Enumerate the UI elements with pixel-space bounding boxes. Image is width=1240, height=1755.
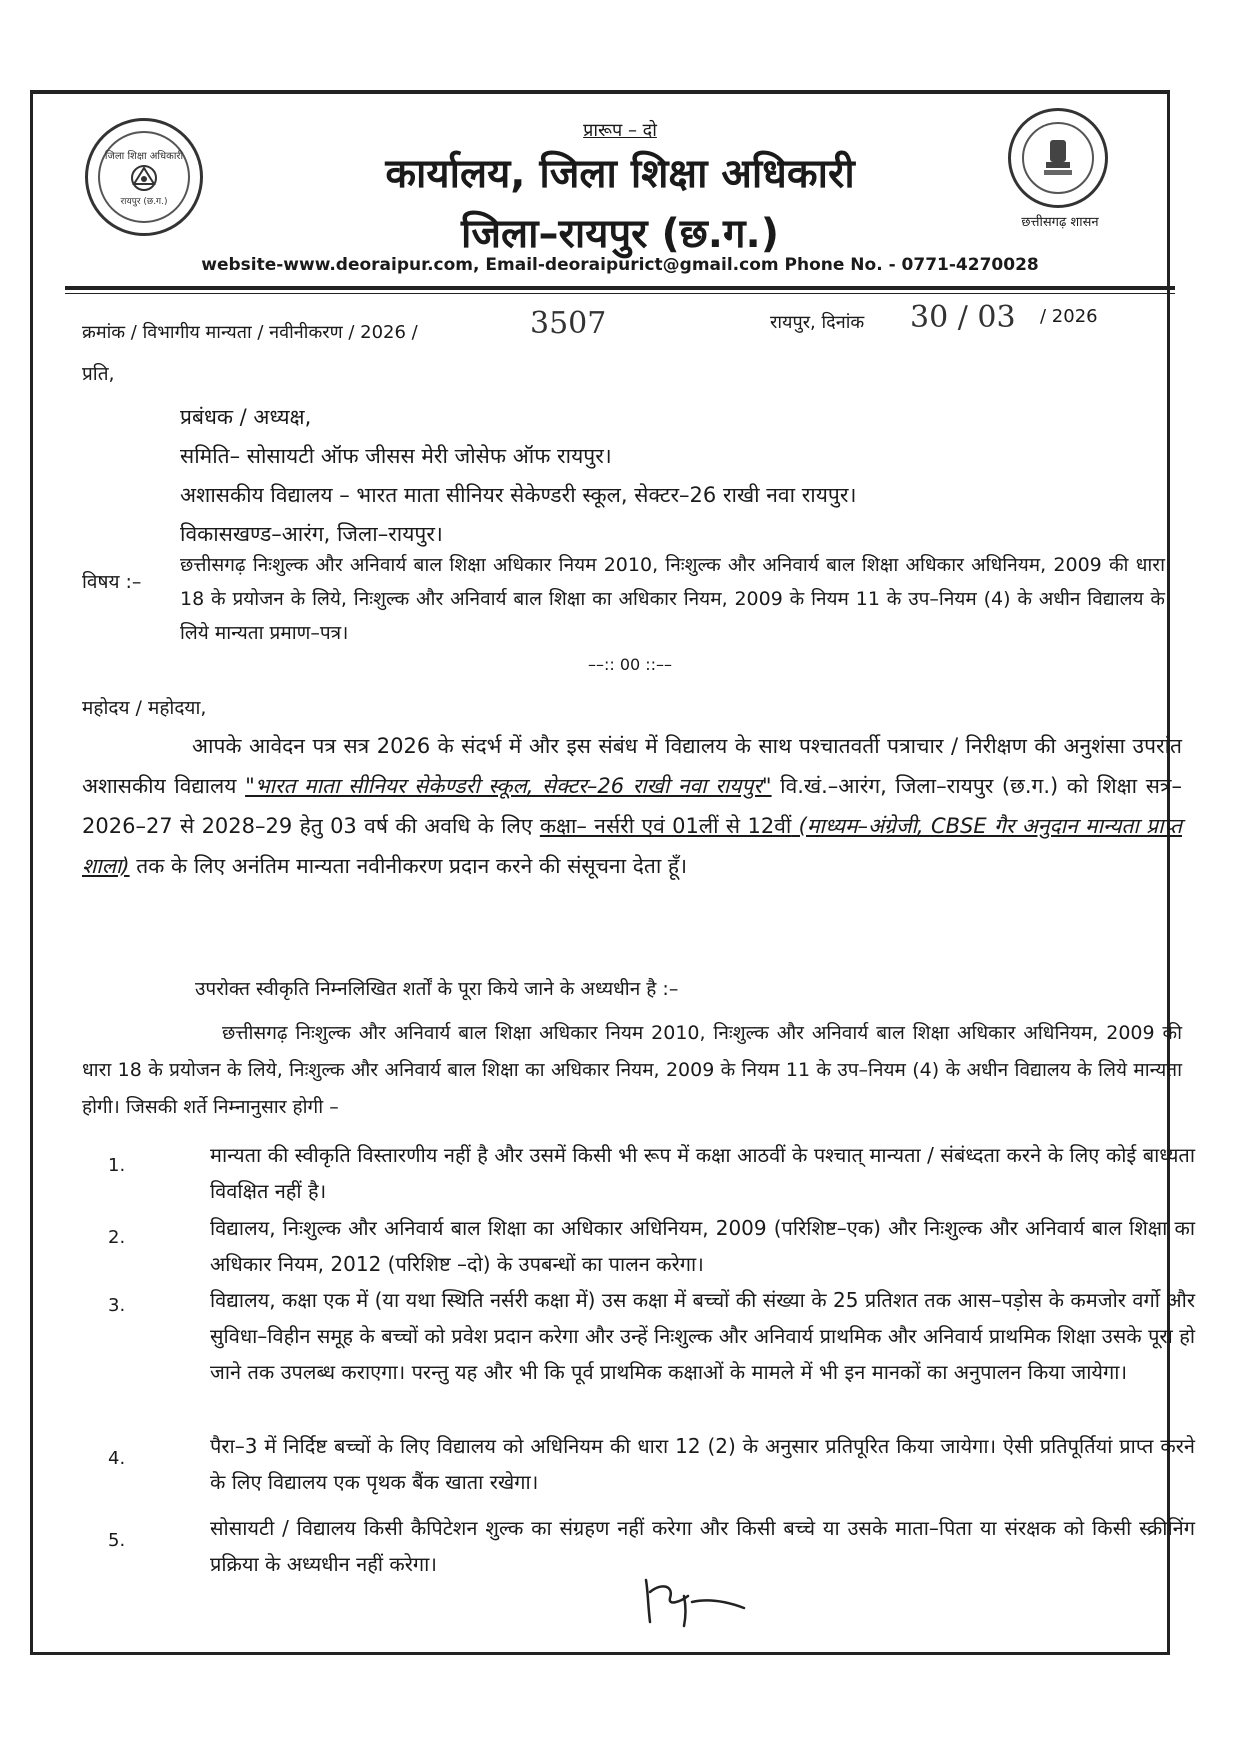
header-divider xyxy=(65,286,1175,290)
right-seal-caption: छत्तीसगढ़ शासन xyxy=(1021,215,1099,230)
prati-label: प्रति, xyxy=(82,363,115,385)
recipient-line-4: विकासखण्ड–आरंग, जिला–रायपुर। xyxy=(180,522,443,546)
para1-part-a: आपके आवेदन पत्र सत्र 2026 के संदर्भ में और इस संबंध में विद्यालय के साथ पश्चातवर्ती पत्राचार / निरीक्षण की अनुशंसा उपरांत अशासकीय विद्यालय xyxy=(82,734,1182,798)
condition-text-5: सोसायटी / विद्यालय किसी कैपिटेशन शुल्क का संग्रहण नहीं करेगा और किसी बच्चे या उसके माता–पिता या संरक्षक को किसी स्क्रीनिंग प्रक्रिया के अध्यधीन नहीं करेगा। xyxy=(210,1516,1195,1576)
header-divider-thin xyxy=(65,293,1175,294)
recipient-line-3: अशासकीय विद्यालय – भारत माता सीनियर सेकेण्डरी स्कूल, सेक्टर–26 राखी नवा रायपुर। xyxy=(180,483,857,507)
school-name: "भारत माता सीनियर सेकेण्डरी स्कूल, सेक्टर–26 राखी नवा रायपुर" xyxy=(245,774,772,798)
subject-divider: ––:: 00 ::–– xyxy=(587,655,673,674)
national-emblem-icon xyxy=(1040,136,1076,180)
main-paragraph xyxy=(82,726,1182,886)
condition-number-3: 3. xyxy=(108,1295,126,1316)
condition-text-3: विद्यालय, कक्षा एक में (या यथा स्थिति नर्सरी कक्षा में) उस कक्षा में बच्चों की संख्या के 25 प्रतिशत तक आस–पड़ोस के कमजोर वर्गो और सुविधा–विहीन समूह के बच्चों को प्रवेश प्रदान करेगा और उन्हें निःशुल्क और अनिवार्य प्राथमिक और अनिवार्य प्राथमिक शिक्षा उसके पूरा हो जाने तक उपलब्ध कराएगा। परन्तु यह और भी कि पूर्व प्राथमिक कक्षाओं के मामले में भी इन मानकों का अनुपालन किया जायेगा। xyxy=(210,1288,1195,1384)
condition-text-4: पैरा–3 में निर्दिष्ट बच्चों के लिए विद्यालय को अधिनियम की धारा 12 (2) के अनुसार प्रतिपूरित किया जायेगा। ऐसी प्रतिपूर्तियां प्राप्त करने के लिए विद्यालय एक पृथक बैंक खाता रखेगा। xyxy=(210,1434,1195,1494)
emblem-icon xyxy=(124,162,164,194)
contact-line: website-www.deoraipur.com, Email-deoraipurict@gmail.com Phone No. - 0771-4270028 xyxy=(201,255,1039,275)
office-title: कार्यालय, जिला शिक्षा अधिकारी xyxy=(385,151,855,197)
form-label: प्रारूप – दो xyxy=(583,120,657,141)
subject-text: छत्तीसगढ़ निःशुल्क और अनिवार्य बाल शिक्षा अधिकार नियम 2010, निःशुल्क और अनिवार्य बाल शिक्षा अधिकार अधिनियम, 2009 की धारा 18 के प्रयोजन के लिये, निःशुल्क और अनिवार्य बाल शिक्षा का अधिकार नियम, 2009 के नियम 11 के उप–नियम (4) के अधीन विद्यालय के लिये मान्यता प्रमाण–पत्र। xyxy=(180,554,1165,644)
recipient-line-2: समिति– सोसायटी ऑफ जीसस मेरी जोसेफ ऑफ रायपुर। xyxy=(180,444,612,468)
recipient-block xyxy=(180,398,1160,554)
condition-number-4: 4. xyxy=(108,1448,126,1469)
condition-number-5: 5. xyxy=(108,1530,126,1551)
salutation: महोदय / महोदया, xyxy=(82,697,207,719)
para1-part-c: तक के लिए अनंतिम मान्यता नवीनीकरण प्रदान करने की संसूचना देता हूँ। xyxy=(129,854,688,878)
office-seal-left xyxy=(85,118,203,236)
classes-range: कक्षा– नर्सरी एवं 01लीं से 12वीं xyxy=(539,814,792,838)
conditions-paragraph: छत्तीसगढ़ निःशुल्क और अनिवार्य बाल शिक्षा अधिकार नियम 2010, निःशुल्क और अनिवार्य बाल शिक्षा अधिकार अधिनियम, 2009 की धारा 18 के प्रयोजन के लिये, निःशुल्क और अनिवार्य बाल शिक्षा का अधिकार नियम, 2009 के नियम 11 के उप–नियम (4) के अधीन विद्यालय के लिये मान्यता होगी। जिसकी शर्ते निम्नानुसार होगी – xyxy=(82,1022,1182,1118)
condition-number-1: 1. xyxy=(108,1155,126,1176)
condition-number-2: 2. xyxy=(108,1227,126,1248)
reference-number-label: क्रमांक / विभागीय मान्यता / नवीनीकरण / 2026 / xyxy=(82,322,418,343)
district-title: जिला–रायपुर (छ.ग.) xyxy=(461,211,779,257)
recipient-line-1: प्रबंधक / अध्यक्ष, xyxy=(180,405,312,429)
government-seal-right xyxy=(1008,108,1108,208)
date-year: / 2026 xyxy=(1040,306,1098,327)
condition-text-2: विद्यालय, निःशुल्क और अनिवार्य बाल शिक्षा का अधिकार अधिनियम, 2009 (परिशिष्ट–एक) और निःशुल्क और अनिवार्य बाल शिक्षा का अधिकार नियम, 2012 (परिशिष्ट –दो) के उपबन्धों का पालन करेगा। xyxy=(210,1216,1195,1276)
para1-part-b: वि.खं.–आरंग, जिला–रायपुर (छ.ग.) को शिक्षा सत्र– 2026–27 से 2028–29 हेतु 03 वर्ष की अवधि के लिए xyxy=(82,774,1182,838)
date-label: रायपुर, दिनांक xyxy=(770,312,865,333)
condition-text-1: मान्यता की स्वीकृति विस्तारणीय नहीं है और उसमें किसी भी रूप में कक्षा आठवीं के पश्चात् मान्यता / संबंध्दता करने के लिए कोई बाध्यता विवक्षित नहीं है। xyxy=(210,1143,1195,1203)
signature-initials xyxy=(640,1572,750,1632)
conditions-intro: उपरोक्त स्वीकृति निम्नलिखित शर्तों के पूरा किये जाने के अध्यधीन है :– xyxy=(195,978,679,1000)
seal-text-bottom: रायपुर (छ.ग.) xyxy=(120,196,168,207)
date-handwritten: 30 / 03 xyxy=(910,300,1016,335)
medium-note: (माध्यम–अंग्रेजी, CBSE गैर अनुदान मान्यता प्राप्त शाला) xyxy=(82,814,1183,878)
seal-text-top: जिला शिक्षा अधिकारी xyxy=(104,150,184,162)
subject-label: विषय :– xyxy=(82,571,142,593)
reference-number-handwritten: 3507 xyxy=(530,306,607,341)
